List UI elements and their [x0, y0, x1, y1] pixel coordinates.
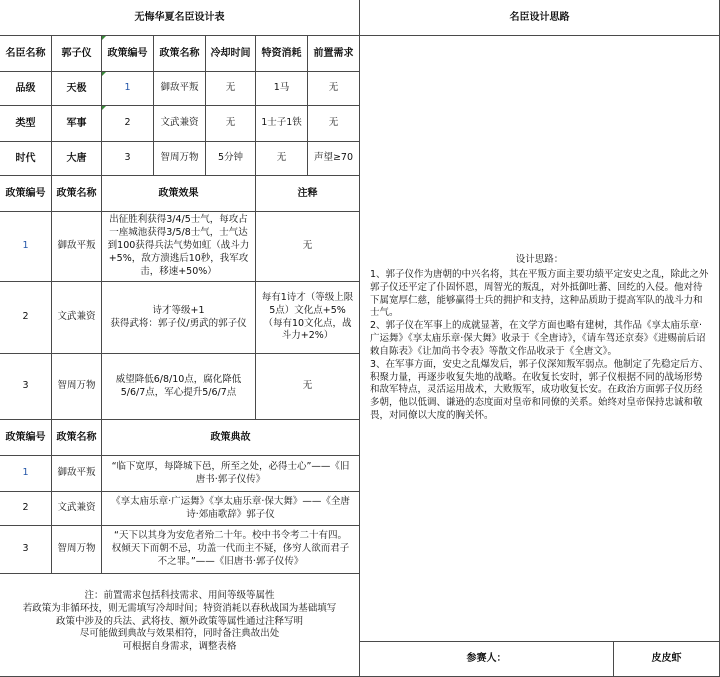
cooldown-2: 无 — [206, 106, 256, 142]
prereq-3: 声望≥70 — [308, 142, 360, 176]
prereq-2: 无 — [308, 106, 360, 142]
cost-2: 1士子1铁 — [256, 106, 308, 142]
label-type: 类型 — [0, 106, 52, 142]
header-prereq: 前置需求 — [308, 36, 360, 72]
prereq-1: 无 — [308, 72, 360, 106]
policy-name-3: 智周万物 — [154, 142, 206, 176]
source-no-3: 3 — [0, 526, 52, 574]
design-text — [364, 254, 715, 423]
notes-block: 注：前置需求包括科技需求、用间等级等属性 若政策为非循环技，则无需填写冷却时间；特资消耗以春秋战国为基础填写 政策中涉及的兵法、武将技、额外政策等属性通过注释写明 尽可能做到典故与效果相符，同时备注典故出处 可根据自身需求，调整表格 — [0, 574, 360, 677]
design-paragraph-1: 1、郭子仪作为唐朝的中兴名将，其在平叛方面主要功绩平定安史之乱，除此之外郭子仪还平定了仆固怀恩，周智光的叛乱，对外抵御吐蕃、回纥的入侵。他对待下属宽厚仁慈，能够赢得士兵的拥护和支持，这种品质助于提高军队的战斗力和士气。 — [370, 269, 709, 319]
source-header-no: 政策编号 — [0, 420, 52, 456]
participant-label: 参赛人： — [360, 642, 614, 677]
effect-no-1: 1 — [0, 212, 52, 282]
participant-name: 皮皮虾 — [614, 642, 720, 677]
effect-header-no: 政策编号 — [0, 176, 52, 212]
effect-note-3: 无 — [256, 354, 360, 420]
label-grade: 品级 — [0, 72, 52, 106]
effect-header-note: 注释 — [256, 176, 360, 212]
source-no-1: 1 — [0, 456, 52, 492]
design-title: 设计思路： — [515, 254, 564, 266]
value-type: 军事 — [52, 106, 102, 142]
source-name-2: 文武兼资 — [52, 492, 102, 526]
effect-no-2: 2 — [0, 282, 52, 354]
source-text-1: “临下宽厚，每降城下邑，所至之处，必得士心”——《旧唐书·郭子仪传》 — [102, 456, 360, 492]
effect-name-2: 文武兼资 — [52, 282, 102, 354]
effect-name-1: 御敌平叛 — [52, 212, 102, 282]
cost-3: 无 — [256, 142, 308, 176]
policy-no-3: 3 — [102, 142, 154, 176]
effect-text-1: 出征胜利获得3/4/5士气，每攻占一座城池获得3/5/8士气，士气达到100获得兵法气势如虹（战斗力+5%，敌方溃逃后10秒，我军攻击，移速+50%） — [102, 212, 256, 282]
source-text-2: 《享太庙乐章·广运舞》《享太庙乐章·保大舞》——《全唐诗·郊庙歌辞》郭子仪 — [102, 492, 360, 526]
source-text-3: “天下以其身为安危者殆二十年。校中书令考二十有四。权倾天下而朝不忌，功盖一代而主不疑，侈穷人欲而君子不之罪。”——《旧唐书·郭子仪传》 — [102, 526, 360, 574]
left-title: 无悔华夏名臣设计表 — [0, 0, 360, 36]
effect-no-3: 3 — [0, 354, 52, 420]
source-name-3: 智周万物 — [52, 526, 102, 574]
header-cooldown: 冷却时间 — [206, 36, 256, 72]
label-era: 时代 — [0, 142, 52, 176]
policy-name-2: 文武兼资 — [154, 106, 206, 142]
policy-no-2: 2 — [102, 106, 154, 142]
effect-note-2: 每有1诗才（等级上限5点）文化点+5%（每有10文化点，战斗力+2%） — [256, 282, 360, 354]
effect-header-name: 政策名称 — [52, 176, 102, 212]
value-grade: 天极 — [52, 72, 102, 106]
effect-note-1: 无 — [256, 212, 360, 282]
effect-name-3: 智周万物 — [52, 354, 102, 420]
policy-name-1: 御敌平叛 — [154, 72, 206, 106]
header-minister-name: 名臣名称 — [0, 36, 52, 72]
design-paragraph-2: 2、郭子仪在军事上的成就显著，在文学方面也略有建树，其作品《享太庙乐章·广运舞》《享太庙乐章·保大舞》收录于《全唐诗》，《请车驾还京奏》《进赐前后诏敕自陈表》《让加尚书令表》等散文作品收录于《全唐文》。 — [370, 320, 706, 357]
header-policy-name: 政策名称 — [154, 36, 206, 72]
effect-text-2: 诗才等级+1 获得武将：郭子仪/勇武的郭子仪 — [102, 282, 256, 354]
source-name-1: 御敌平叛 — [52, 456, 102, 492]
source-header-text: 政策典故 — [102, 420, 360, 456]
value-era: 大唐 — [52, 142, 102, 176]
cost-1: 1马 — [256, 72, 308, 106]
cooldown-3: 5分钟 — [206, 142, 256, 176]
policy-no-1: 1 — [102, 72, 154, 106]
header-cost: 特资消耗 — [256, 36, 308, 72]
effect-text-3: 威望降低6/8/10点，腐化降低5/6/7点，军心提升5/6/7点 — [102, 354, 256, 420]
source-header-name: 政策名称 — [52, 420, 102, 456]
design-panel — [360, 36, 720, 642]
design-paragraph-3: 3、在军事方面，安史之乱爆发后，郭子仪深知叛军弱点。他制定了先稳定后方、积聚力量，再逐步收复失地的战略。在收复长安时，郭子仪根据不同的战场形势和敌军特点，灵活运用战术，大败叛军，成功收复长安。在政治方面郭子仪历经多朝，他以低调、谦逊的态度面对皇帝和同僚的关系。始终对皇帝保持忠诚和敬畏，对同僚以大度的胸关怀。 — [370, 358, 709, 421]
header-policy-no: 政策编号 — [102, 36, 154, 72]
effect-header-effect: 政策效果 — [102, 176, 256, 212]
right-title: 名臣设计思路 — [360, 0, 720, 36]
source-no-2: 2 — [0, 492, 52, 526]
minister-name-value: 郭子仪 — [52, 36, 102, 72]
cooldown-1: 无 — [206, 72, 256, 106]
